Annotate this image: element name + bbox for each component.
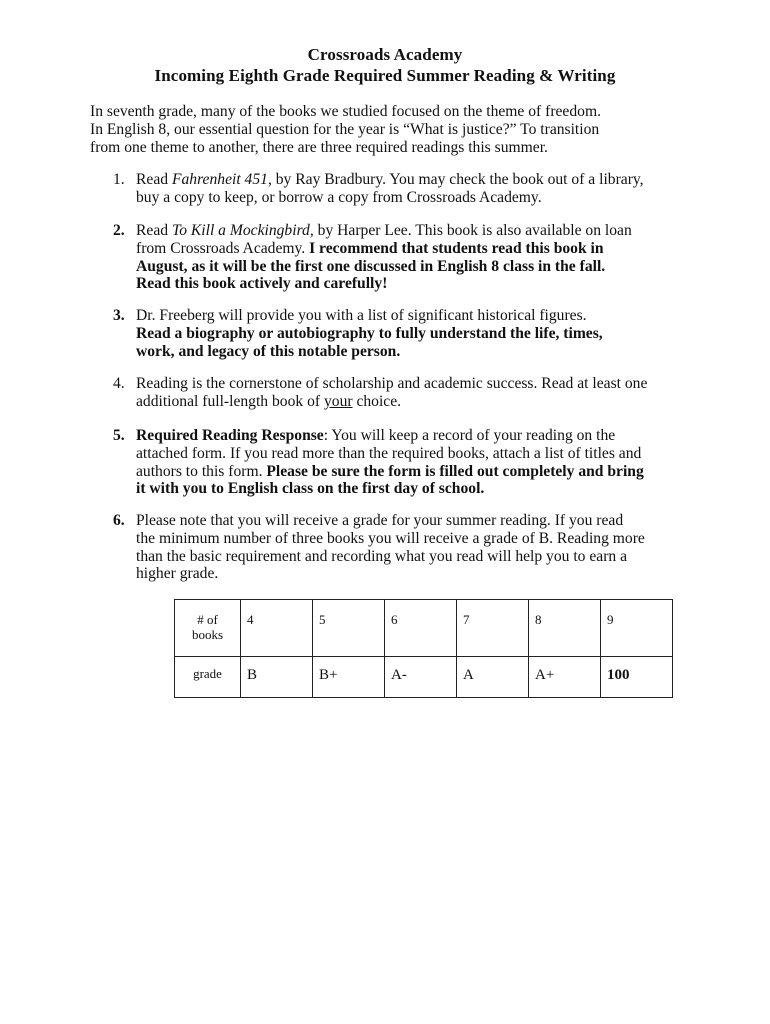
item-emphasis: Read this book actively and carefully! xyxy=(136,275,388,293)
item-text: the minimum number of three books you will receive a grade of B. Reading more xyxy=(136,529,645,547)
item-number: 4. xyxy=(113,375,125,392)
item-text: Please note that you will receive a grade for your summer reading. If you read xyxy=(136,512,624,529)
item-text: additional full-length book of xyxy=(136,392,324,410)
item-emphasis: Read a biography or autobiography to fully understand the life, times, xyxy=(136,324,603,342)
table-row-books xyxy=(175,600,673,657)
grade-table xyxy=(174,599,673,698)
school-name: Crossroads Academy xyxy=(307,45,463,64)
table-header-grade: grade xyxy=(175,657,241,698)
item-number: 1. xyxy=(113,171,125,188)
table-cell-grade: 100 xyxy=(601,657,673,698)
item-emphasis: work, and legacy of this notable person. xyxy=(136,342,401,360)
item-number: 2. xyxy=(113,222,125,239)
item-emphasis: Please be sure the form is filled out completely and bring xyxy=(266,462,644,480)
table-row-grade xyxy=(175,657,673,698)
intro-line: In seventh grade, many of the books we studied focused on the theme of freedom. xyxy=(90,103,601,120)
item-text: authors to this form. xyxy=(136,462,267,480)
item-emphasis: I recommend that students read this book in xyxy=(309,239,604,257)
book-title: To Kill a Mockingbird xyxy=(171,222,310,239)
item-text: from Crossroads Academy. xyxy=(136,239,310,257)
table-cell-books: 8 xyxy=(529,600,601,657)
item-text: choice. xyxy=(352,392,402,410)
table-header-books xyxy=(175,600,241,657)
item-text: than the basic requirement and recording what you read will help you to earn a xyxy=(136,547,628,565)
table-cell-grade: A xyxy=(457,657,529,698)
item-emphasis: August, as it will be the first one discussed in English 8 class in the fall. xyxy=(136,257,606,275)
item-number: 3. xyxy=(113,307,125,324)
table-cell-books: 6 xyxy=(385,600,457,657)
item-text: , by Harper Lee. This book is also available on loan xyxy=(309,222,632,239)
table-cell-books: 7 xyxy=(457,600,529,657)
item-text: Reading is the cornerstone of scholarship and academic success. Read at least one xyxy=(136,375,648,392)
item-lead: Required Reading Response xyxy=(136,427,324,444)
document-title: Incoming Eighth Grade Required Summer Reading & Writing xyxy=(154,66,616,85)
table-cell-books: 9 xyxy=(601,600,673,657)
table-cell-grade: B+ xyxy=(313,657,385,698)
item-number: 6. xyxy=(113,512,125,529)
table-cell-grade: A- xyxy=(385,657,457,698)
item-emphasis: it with you to English class on the first day of school. xyxy=(136,480,485,498)
item-number: 5. xyxy=(113,427,125,444)
item-text: buy a copy to keep, or borrow a copy from Crossroads Academy. xyxy=(136,188,542,206)
table-cell-grade: A+ xyxy=(529,657,601,698)
item-text: higher grade. xyxy=(136,565,219,583)
table-header-text: books xyxy=(191,627,224,642)
underlined-word: your xyxy=(323,392,353,410)
item-text: : You will keep a record of your reading on the xyxy=(323,427,616,444)
intro-paragraph xyxy=(90,103,690,156)
item-text: attached form. If you read more than the required books, attach a list of titles and xyxy=(136,444,642,462)
intro-line: In English 8, our essential question for the year is “What is justice?” To transition xyxy=(90,120,600,138)
book-title: Fahrenheit 451 xyxy=(171,171,268,188)
item-text: Dr. Freeberg will provide you with a list of significant historical figures. xyxy=(136,307,587,324)
table-cell-grade: B xyxy=(241,657,313,698)
table-cell-books: 5 xyxy=(313,600,385,657)
item-text: Read xyxy=(136,222,172,239)
table-cell-books: 4 xyxy=(241,600,313,657)
table-header-text: # of xyxy=(197,612,218,627)
item-text: Read xyxy=(136,171,172,188)
item-text: , by Ray Bradbury. You may check the book out of a library, xyxy=(267,171,644,188)
intro-line: from one theme to another, there are three required readings this summer. xyxy=(90,138,548,156)
